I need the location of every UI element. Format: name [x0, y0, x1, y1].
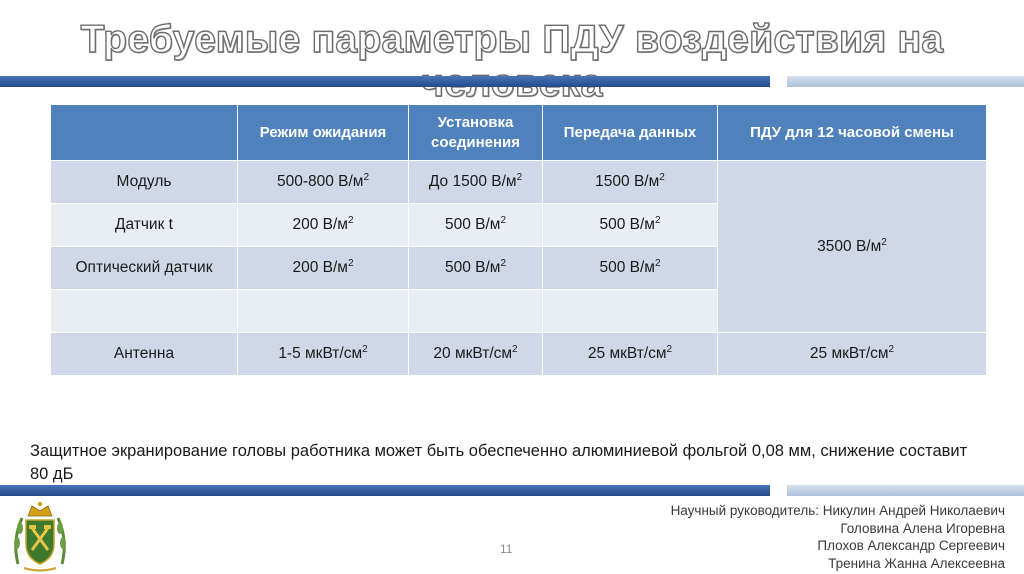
- cell-connection: До 1500 $В/м^2$: [409, 161, 543, 204]
- author-line: Научный руководитель: Никулин Андрей Николаевич: [670, 503, 1005, 518]
- top-divider-bar-accent: [787, 76, 1024, 87]
- bottom-divider-bar-accent: [787, 485, 1024, 496]
- cell-transfer: [543, 290, 718, 333]
- cell-transfer: 500 $В/м^2$: [543, 204, 718, 247]
- row-label: Оптический датчик: [51, 247, 238, 290]
- table-row: [51, 333, 987, 376]
- table-row: [51, 161, 987, 204]
- bottom-divider-bar: [0, 485, 770, 496]
- header-transfer: Передача данных: [543, 105, 718, 161]
- header-connection: Установка соединения: [409, 105, 543, 161]
- row-label: [51, 290, 238, 333]
- slide-title: Требуемые параметры ПДУ воздействия на: [80, 18, 944, 61]
- parameters-table: [50, 104, 987, 376]
- cell-connection: 500 $В/м^2$: [409, 204, 543, 247]
- header-standby: Режим ожидания: [238, 105, 409, 161]
- cell-connection: 500 $В/м^2$: [409, 247, 543, 290]
- header-cell-empty: [51, 105, 238, 161]
- authors-block: [671, 502, 1005, 572]
- row-label: Модуль: [51, 161, 238, 204]
- cell-transfer: 1500 $В/м^2$: [543, 161, 718, 204]
- cell-standby: 200 $В/м^2$: [238, 204, 409, 247]
- university-emblem-icon: [10, 498, 70, 574]
- top-divider-bar: [0, 76, 770, 87]
- header-limit: ПДУ для 12 часовой смены: [718, 105, 987, 161]
- cell-connection: [409, 290, 543, 333]
- row-label: Антенна: [51, 333, 238, 376]
- author-line: Головина Алена Игоревна: [840, 520, 1005, 536]
- cell-standby: 1-5 мкВт/$см^2$: [238, 333, 409, 376]
- cell-transfer: 25 мкВт/$см^2$: [543, 333, 718, 376]
- table-header-row: [51, 105, 987, 161]
- cell-connection: 20 мкВт/$см^2$: [409, 333, 543, 376]
- author-line: Тренина Жанна Алексеевна: [828, 555, 1005, 571]
- cell-standby: [238, 290, 409, 333]
- cell-limit-merged: 3500 $В/м^2$: [718, 161, 987, 333]
- cell-transfer: 500 $В/м^2$: [543, 247, 718, 290]
- page-number: 11: [500, 542, 513, 556]
- author-line: Плохов Александр Сергеевич: [817, 538, 1005, 553]
- cell-limit: 25 мкВт/$см^2$: [718, 333, 987, 376]
- cell-standby: 500-800 $В/м^2$: [238, 161, 409, 204]
- row-label: Датчик t: [51, 204, 238, 247]
- cell-standby: 200 $В/м^2$: [238, 247, 409, 290]
- shielding-note: Защитное экранирование головы работника может быть обеспеченно алюминиевой фольгой 0,08 мм, снижение составит 80 дБ: [30, 442, 968, 483]
